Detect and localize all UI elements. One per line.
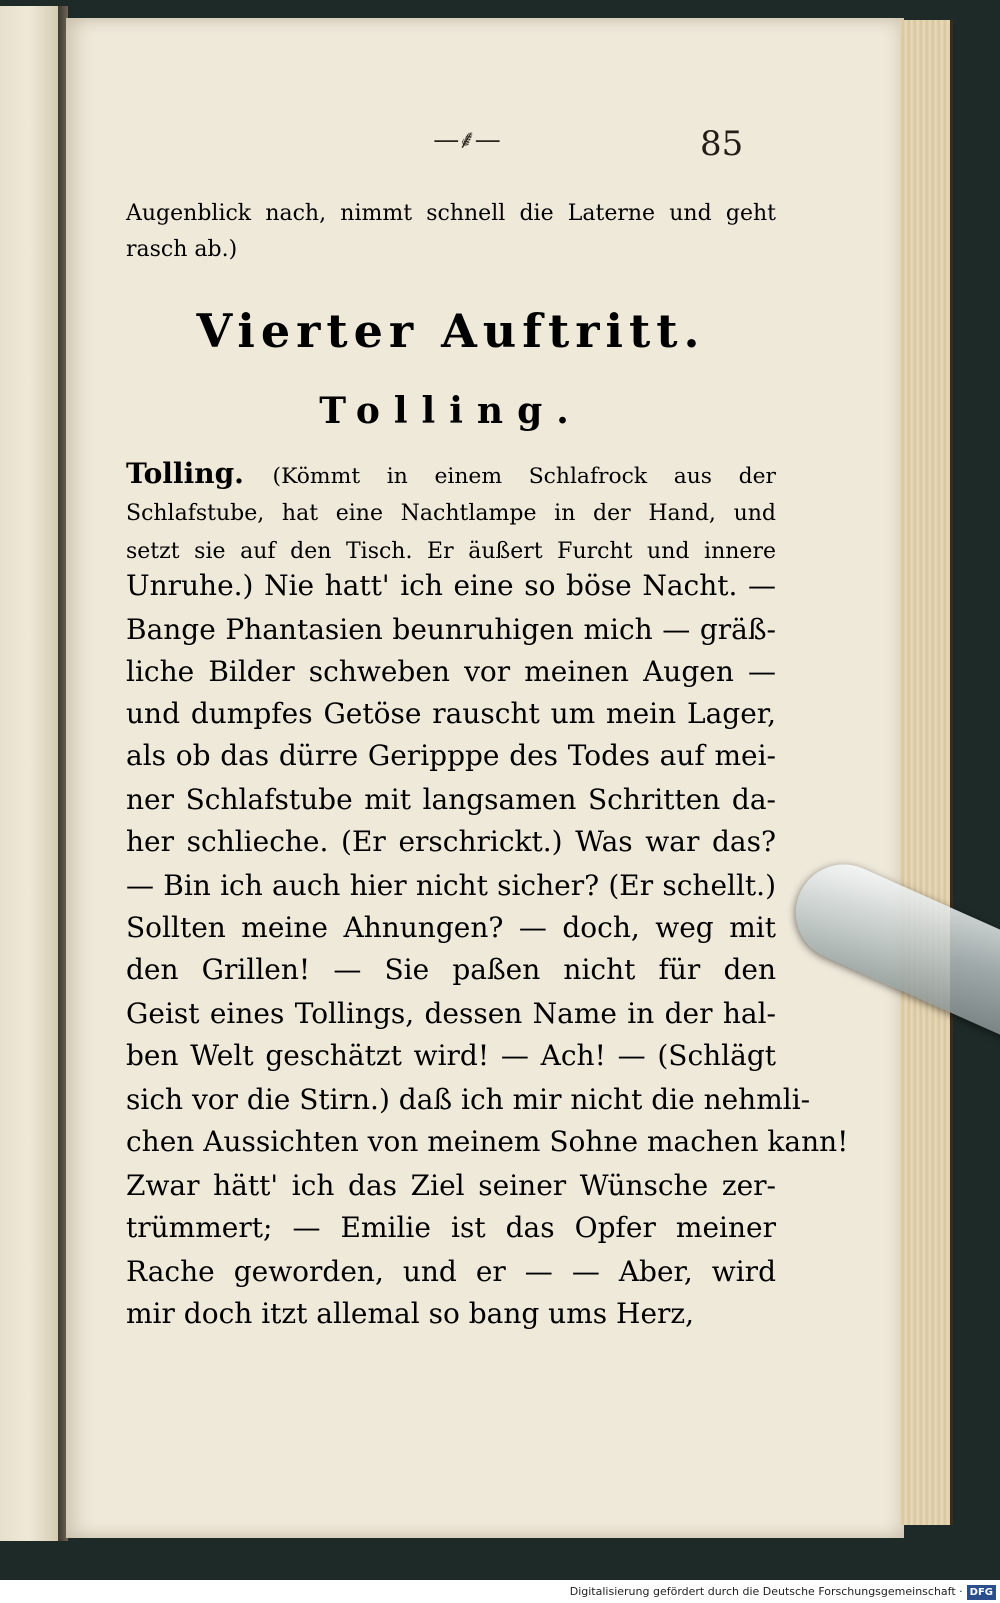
text-line: ben Welt geschätzt wird! — Ach! — (Schlägt: [126, 1039, 776, 1072]
text-line: Zwar hätt' ich das Ziel seiner Wünsche zer-: [126, 1169, 776, 1202]
text-line: Unruhe.) Nie hatt' ich eine so böse Nacht. —: [126, 569, 776, 602]
text-line: Geist eines Tollings, dessen Name in der hal-: [126, 997, 776, 1030]
page-edges: [900, 20, 953, 1525]
scene-heading: Vierter Auftritt.: [196, 304, 706, 358]
digitization-footer: [0, 1580, 1000, 1603]
page-number: 85: [700, 124, 744, 164]
stage-direction: (Kömmt in einem Schlafrock aus der: [272, 464, 776, 489]
text-line: und dumpfes Getöse rauscht um mein Lager,: [126, 697, 776, 730]
text-line: sich vor die Stirn.) daß ich mir nicht die nehmli-: [126, 1083, 811, 1116]
text-line: als ob das dürre Geripppe des Todes auf mei-: [126, 739, 776, 772]
text-line: chen Aussichten von meinem Sohne machen kann!: [126, 1125, 849, 1158]
text-line: Schlafstube, hat eine Nachtlampe in der Hand, und: [126, 501, 776, 526]
text-line: Bange Phantasien beunruhigen mich — gräß-: [126, 613, 776, 646]
text-line: den Grillen! — Sie paßen nicht für den: [126, 953, 776, 986]
text-line: Augenblick nach, nimmt schnell die Laterne und geht: [126, 201, 776, 226]
character-heading: Tolling.: [319, 390, 583, 432]
text-line: liche Bilder schweben vor meinen Augen —: [126, 655, 776, 688]
text-line: Sollten meine Ahnungen? — doch, weg mit: [126, 911, 776, 944]
text-line: Rache geworden, und er — — Aber, wird: [126, 1255, 776, 1288]
text-line: trümmert; — Emilie ist das Opfer meiner: [126, 1211, 776, 1244]
text-line: — Bin ich auch hier nicht sicher? (Er schellt.): [126, 869, 776, 902]
text-line: rasch ab.): [126, 237, 238, 262]
footer-credit: Digitalisierung gefördert durch die Deutsche Forschungsgemeinschaft ·: [569, 1585, 963, 1598]
left-page-edge: [0, 6, 60, 1541]
text-line: setzt sie auf den Tisch. Er äußert Furcht und innere: [126, 539, 776, 564]
text-line: ner Schlafstube mit langsamen Schritten da-: [126, 783, 776, 816]
header-ornament: —⸙—: [433, 125, 499, 155]
text-line: mir doch itzt allemal so bang ums Herz,: [126, 1297, 695, 1330]
speaker-name: Tolling.: [126, 457, 244, 490]
text-line: her schlieche. (Er erschrickt.) Was war das?: [126, 825, 776, 858]
dfg-logo: DFG: [967, 1585, 996, 1600]
text-line: [126, 456, 776, 495]
